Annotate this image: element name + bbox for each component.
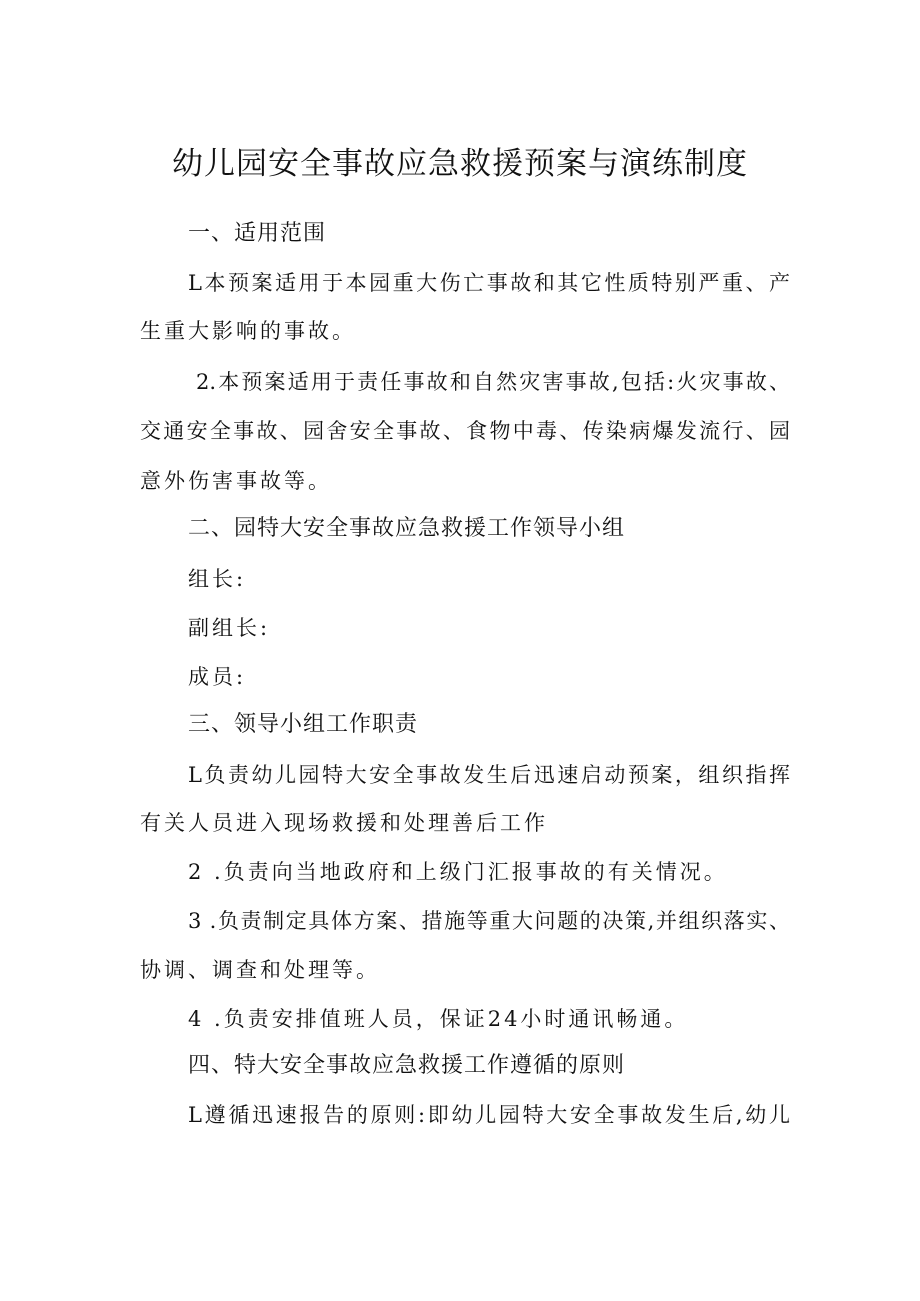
section-heading-leadership-group: 二、园特大安全事故应急救援工作领导小组: [188, 516, 626, 541]
paragraph-line: 2.本预案适用于责任事故和自然灾害事故,包括:火灾事故、: [196, 370, 790, 394]
paragraph-line: 生重大影响的事故。: [140, 319, 356, 343]
deputy-leader-label: 副组长:: [188, 616, 271, 640]
group-leader-label: 组长:: [188, 567, 247, 591]
paragraph-line: 3 .负责制定具体方案、措施等重大问题的决策,并组织落实、: [188, 909, 790, 933]
paragraph-line: L本预案适用于本园重大伤亡事故和其它性质特别严重、产: [188, 271, 790, 295]
paragraph-line: L遵循迅速报告的原则:即幼儿园特大安全事故发生后,幼儿: [188, 1103, 790, 1127]
document-title: 幼儿园安全事故应急救援预案与演练制度: [172, 146, 748, 182]
section-heading-principles: 四、特大安全事故应急救援工作遵循的原则: [188, 1053, 626, 1078]
section-heading-scope: 一、适用范围: [188, 221, 327, 246]
paragraph-line: 意外伤害事故等。: [140, 469, 332, 493]
section-heading-responsibilities: 三、领导小组工作职责: [188, 712, 419, 737]
paragraph-line: 有关人员进入现场救援和处理善后工作: [140, 811, 548, 835]
paragraph-line: 4 .负责安排值班人员，保证24小时通讯畅通。: [188, 1007, 689, 1031]
paragraph-line: 协调、调查和处理等。: [140, 958, 380, 982]
paragraph-line: L负责幼儿园特大安全事故发生后迅速启动预案，组织指挥: [188, 763, 790, 787]
paragraph-line: 2 .负责向当地政府和上级门汇报事故的有关情况。: [188, 860, 728, 884]
paragraph-line: 交通安全事故、园舍安全事故、食物中毒、传染病爆发流行、园: [140, 419, 790, 443]
members-label: 成员:: [188, 665, 247, 689]
